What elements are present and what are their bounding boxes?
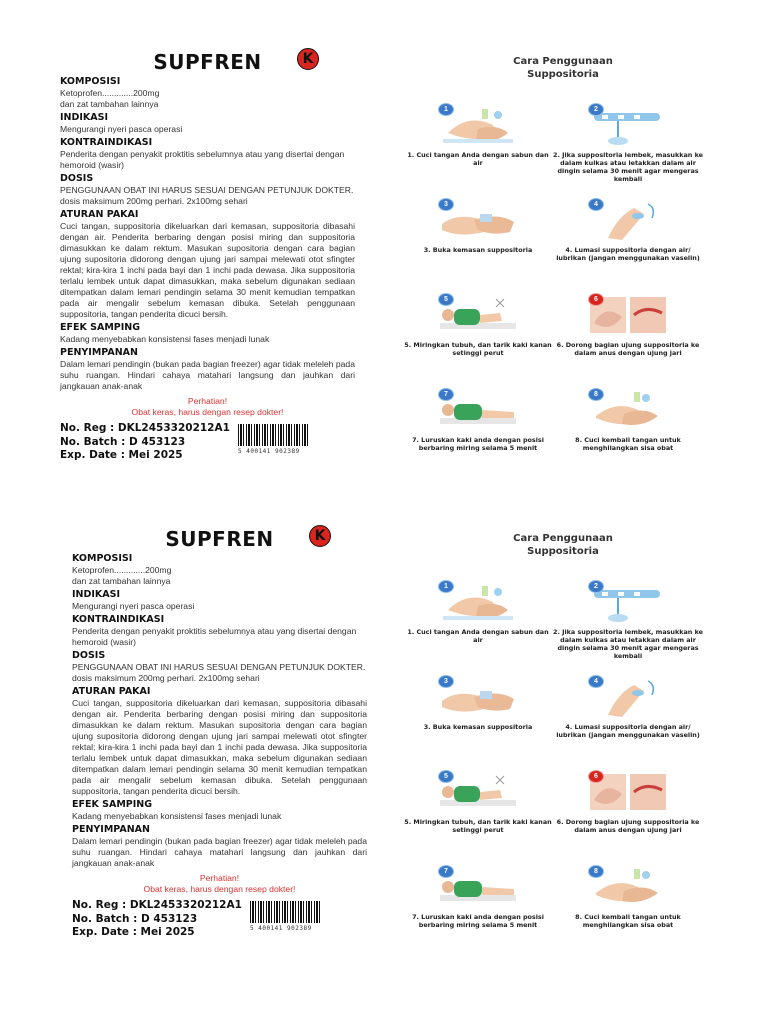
step-illustration-icon xyxy=(588,388,668,432)
dosis-heading: DOSIS xyxy=(72,650,106,661)
guide-step xyxy=(403,580,553,644)
indikasi-heading: INDIKASI xyxy=(72,589,120,600)
warning-title: Perhatian! xyxy=(187,396,228,406)
guide-steps xyxy=(403,103,723,493)
usage-guide xyxy=(403,532,723,970)
komposisi-line-2: dan zat tambahan lainnya xyxy=(60,99,159,109)
indikasi-heading: INDIKASI xyxy=(60,112,108,123)
step-number-badge: 1 xyxy=(438,580,454,593)
guide-step xyxy=(403,865,553,929)
step-number-badge: 2 xyxy=(588,103,604,116)
product-label xyxy=(60,50,355,466)
step-number-badge: 3 xyxy=(438,675,454,688)
guide-steps xyxy=(403,580,723,970)
indikasi-text: Mengurangi nyeri pasca operasi xyxy=(72,601,195,611)
step-number-badge: 5 xyxy=(438,770,454,783)
k-logo-icon: K xyxy=(297,48,319,70)
step-illustration-icon xyxy=(438,103,518,147)
aturan-pakai-heading: ATURAN PAKAI xyxy=(72,686,151,697)
guide-title-1: Cara Penggunaan xyxy=(513,56,613,67)
efek-samping-heading: EFEK SAMPING xyxy=(72,799,153,810)
aturan-pakai-heading: ATURAN PAKAI xyxy=(60,209,139,220)
penyimpanan-heading: PENYIMPANAN xyxy=(72,824,150,835)
step-illustration-icon xyxy=(588,293,668,337)
komposisi-line-1: Ketoprofen.............200mg xyxy=(60,88,160,98)
penyimpanan-heading: PENYIMPANAN xyxy=(60,347,138,358)
warning-text: Obat keras, harus dengan resep dokter! xyxy=(131,407,284,417)
warning-text: Obat keras, harus dengan resep dokter! xyxy=(143,884,296,894)
komposisi-line-1: Ketoprofen.............200mg xyxy=(72,565,172,575)
guide-step xyxy=(553,388,703,452)
guide-step xyxy=(403,293,553,357)
k-logo-icon: K xyxy=(309,525,331,547)
step-illustration-icon xyxy=(588,103,668,147)
batch-number: No. Batch : D 453123 xyxy=(72,912,198,925)
reg-number: No. Reg : DKL2453320212A1 xyxy=(72,899,242,911)
label-body xyxy=(60,76,355,418)
step-illustration-icon xyxy=(588,865,668,909)
step-caption: 4. Lumasi suppositoria dengan air/ lubrikan (jangan menggunakan vaselin) xyxy=(556,723,700,739)
step-caption: 8. Cuci kembali tangan untuk menghilangkan sisa obat xyxy=(575,913,681,929)
registration-box xyxy=(60,422,355,466)
dosis-heading: DOSIS xyxy=(60,173,94,184)
label-body xyxy=(72,553,367,895)
dosis-text: PENGGUNAAN OBAT INI HARUS SESUAI DENGAN PETUNJUK DOKTER. dosis maksimum 200mg perhari. 2x100mg sehari xyxy=(72,662,366,683)
dosis-text: PENGGUNAAN OBAT INI HARUS SESUAI DENGAN PETUNJUK DOKTER. dosis maksimum 200mg perhari. 2x100mg sehari xyxy=(60,185,354,206)
brand-title: SUPFREN xyxy=(165,527,274,551)
efek-samping-text: Kadang menyebabkan konsistensi fases menjadi lunak xyxy=(60,334,270,344)
step-caption: 7. Luruskan kaki anda dengan posisi berbaring miring selama 5 menit xyxy=(412,913,544,929)
barcode-number: 5 400141 902389 xyxy=(238,448,300,455)
step-caption: 4. Lumasi suppositoria dengan air/ lubrikan (jangan menggunakan vaselin) xyxy=(556,246,700,262)
guide-step xyxy=(553,103,703,183)
komposisi-line-2: dan zat tambahan lainnya xyxy=(72,576,171,586)
barcode-number: 5 400141 902389 xyxy=(250,925,312,932)
komposisi-heading: KOMPOSISI xyxy=(60,76,121,87)
step-illustration-icon xyxy=(588,675,668,719)
step-caption: 5. Miringkan tubuh, dan tarik kaki kanan setinggi perut xyxy=(404,818,552,834)
barcode-icon xyxy=(250,901,322,923)
komposisi-heading: KOMPOSISI xyxy=(72,553,133,564)
step-number-badge: 4 xyxy=(588,198,604,211)
guide-step xyxy=(553,580,703,660)
step-caption: 5. Miringkan tubuh, dan tarik kaki kanan setinggi perut xyxy=(404,341,552,357)
step-caption: 2. Jika suppositoria lembek, masukkan ke dalam kulkas atau letakkan dalam air dingin selama 30 menit agar mengeras kembali xyxy=(553,151,703,183)
step-illustration-icon xyxy=(588,770,668,814)
step-number-badge: 6 xyxy=(588,293,604,306)
step-illustration-icon xyxy=(588,198,668,242)
kontraindikasi-text: Penderita dengan penyakit proktitis sebelumnya atau yang disertai dengan hemoroid (wasir) xyxy=(60,149,345,170)
warning-title: Perhatian! xyxy=(199,873,240,883)
step-caption: 7. Luruskan kaki anda dengan posisi berbaring miring selama 5 menit xyxy=(412,436,544,452)
step-caption: 3. Buka kemasan suppositoria xyxy=(423,246,533,254)
step-number-badge: 3 xyxy=(438,198,454,211)
step-illustration-icon xyxy=(588,580,668,624)
kontraindikasi-heading: KONTRAINDIKASI xyxy=(60,137,153,148)
guide-title-1: Cara Penggunaan xyxy=(513,533,613,544)
expiry-date: Exp. Date : Mei 2025 xyxy=(72,926,195,938)
guide-step xyxy=(553,770,703,834)
step-number-badge: 1 xyxy=(438,103,454,116)
barcode-icon xyxy=(238,424,310,446)
step-number-badge: 4 xyxy=(588,675,604,688)
guide-step xyxy=(553,675,703,739)
step-caption: 3. Buka kemasan suppositoria xyxy=(423,723,533,731)
reg-number: No. Reg : DKL2453320212A1 xyxy=(60,422,230,434)
step-illustration-icon xyxy=(438,388,518,432)
usage-guide xyxy=(403,55,723,493)
guide-step xyxy=(403,388,553,452)
step-caption: 2. Jika suppositoria lembek, masukkan ke dalam kulkas atau letakkan dalam air dingin selama 30 menit agar mengeras kembali xyxy=(553,628,703,660)
guide-step xyxy=(553,293,703,357)
brand-title: SUPFREN xyxy=(153,50,262,74)
step-number-badge: 7 xyxy=(438,388,454,401)
step-illustration-icon xyxy=(438,198,518,242)
kontraindikasi-text: Penderita dengan penyakit proktitis sebelumnya atau yang disertai dengan hemoroid (wasir) xyxy=(72,626,357,647)
step-caption: 1. Cuci tangan Anda dengan sabun dan air xyxy=(407,628,549,644)
indikasi-text: Mengurangi nyeri pasca operasi xyxy=(60,124,183,134)
step-number-badge: 6 xyxy=(588,770,604,783)
step-number-badge: 8 xyxy=(588,388,604,401)
step-illustration-icon xyxy=(438,580,518,624)
step-number-badge: 2 xyxy=(588,580,604,593)
registration-box xyxy=(72,899,367,943)
guide-step xyxy=(403,103,553,167)
step-caption: 6. Dorong bagian ujung suppositoria ke dalam anus dengan ujung jari xyxy=(556,341,700,357)
step-number-badge: 5 xyxy=(438,293,454,306)
guide-title-2: Suppositoria xyxy=(527,69,599,80)
step-illustration-icon xyxy=(438,770,518,814)
guide-title-2: Suppositoria xyxy=(527,546,599,557)
product-label xyxy=(72,527,367,943)
efek-samping-heading: EFEK SAMPING xyxy=(60,322,141,333)
guide-step xyxy=(553,865,703,929)
step-caption: 8. Cuci kembali tangan untuk menghilangkan sisa obat xyxy=(575,436,681,452)
guide-step xyxy=(403,198,553,254)
step-number-badge: 8 xyxy=(588,865,604,878)
aturan-pakai-text: Cuci tangan, suppositoria dikeluarkan dari kemasan, suppositoria dibasahi dengan air. Penderita berbaring dengan posisi miring dan suppositoria dimasukkan ke dalam rektum. Masukan supositoria dengan cara bagian ujung supositoria didorong dengan ujung jari sampai melewati otot sfingter rektal; kira-kira 1 inchi pada bayi dan 1 inchi pada dewasa. Jika suppositoria terlalu lembek untuk dapat dimasukkan, maka sebelum digunakan sediaan ditempatkan dalam lemari pendingin selama 30 menit kemudian tempatkan pada air mengalir sebelum kemasan dibuka. Setelah penggunaan suppositoria, tangan penderita dicuci bersih. xyxy=(60,221,355,319)
step-illustration-icon xyxy=(438,293,518,337)
efek-samping-text: Kadang menyebabkan konsistensi fases menjadi lunak xyxy=(72,811,282,821)
guide-step xyxy=(553,198,703,262)
step-number-badge: 7 xyxy=(438,865,454,878)
step-illustration-icon xyxy=(438,865,518,909)
step-illustration-icon xyxy=(438,675,518,719)
penyimpanan-text: Dalam lemari pendingin (bukan pada bagian freezer) agar tidak meleleh pada suhu ruangan. Hindari cahaya matahari langsung dan jauhkan dari jangkauan anak-anak xyxy=(72,836,367,868)
kontraindikasi-heading: KONTRAINDIKASI xyxy=(72,614,165,625)
aturan-pakai-text: Cuci tangan, suppositoria dikeluarkan dari kemasan, suppositoria dibasahi dengan air. Penderita berbaring dengan posisi miring dan suppositoria dimasukkan ke dalam rektum. Masukan supositoria dengan cara bagian ujung supositoria didorong dengan ujung jari sampai melewati otot sfingter rektal; kira-kira 1 inchi pada bayi dan 1 inchi pada dewasa. Jika suppositoria terlalu lembek untuk dapat dimasukkan, maka sebelum digunakan sediaan ditempatkan dalam lemari pendingin selama 30 menit kemudian tempatkan pada air mengalir sebelum kemasan dibuka. Setelah penggunaan suppositoria, tangan penderita dicuci bersih. xyxy=(72,698,367,796)
batch-number: No. Batch : D 453123 xyxy=(60,435,186,448)
guide-step xyxy=(403,675,553,731)
step-caption: 6. Dorong bagian ujung suppositoria ke dalam anus dengan ujung jari xyxy=(556,818,700,834)
expiry-date: Exp. Date : Mei 2025 xyxy=(60,449,183,461)
guide-step xyxy=(403,770,553,834)
step-caption: 1. Cuci tangan Anda dengan sabun dan air xyxy=(407,151,549,167)
penyimpanan-text: Dalam lemari pendingin (bukan pada bagian freezer) agar tidak meleleh pada suhu ruangan. Hindari cahaya matahari langsung dan jauhkan dari jangkauan anak-anak xyxy=(60,359,355,391)
